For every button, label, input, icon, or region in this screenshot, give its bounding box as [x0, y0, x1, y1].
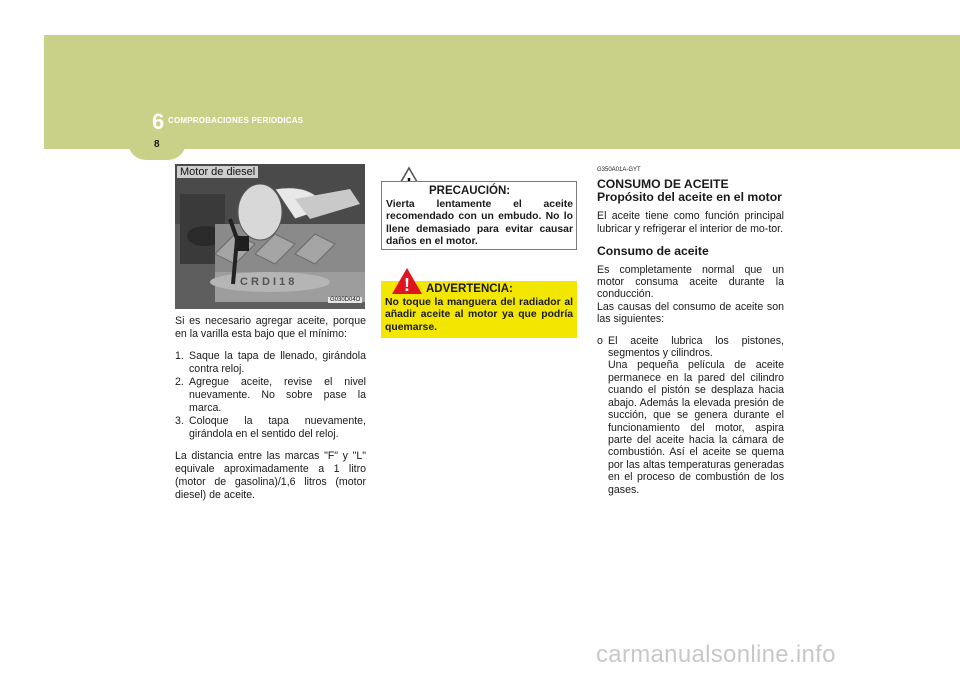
chapter-number: 6 — [152, 109, 165, 134]
list-item — [597, 335, 784, 496]
page-number: 8 — [154, 139, 160, 150]
caution-body: Vierta lentamente el aceite recomendado con un embudo. No lo llene demasiado para evitar causar daños en el motor. — [386, 199, 573, 248]
consumption-text-1: Es completamente normal que un motor consuma aceite durante la conducción. — [597, 263, 784, 301]
intro-text: Si es necesario agregar aceite, porque en la varilla esta bajo que el mínimo: — [175, 315, 366, 340]
purpose-text: El aceite tiene como función principal lubricar y refrigerar el interior de mo-tor. — [597, 210, 784, 235]
step-number: 1. — [175, 350, 184, 362]
column-right — [597, 164, 784, 496]
caution-title: PRECAUCIÓN: — [429, 185, 511, 197]
step-number: 3. — [175, 415, 184, 427]
section-title: CONSUMO DE ACEITE — [597, 177, 729, 192]
step-number: 2. — [175, 376, 184, 388]
consumption-heading: Consumo de aceite — [597, 244, 709, 259]
bullet-marker: o — [597, 334, 603, 347]
list-item — [175, 350, 366, 376]
caution-box — [381, 181, 577, 250]
section-code: G350A01A-GYT — [597, 167, 641, 173]
svg-text:C R D I 1 8: C R D I 1 8 — [240, 276, 295, 288]
warning-body: No toque la manguera del radiador al añadir aceite al motor ya que podría quemarse. — [385, 297, 573, 333]
bullet-line-2: Una pequeña película de aceite permanece en la pared del cilindro cuando el pistón se desplaza hacia abajo. Además la elevada presión de succión, que se genera durante el funcionamiento del motor, aspira parte del aceite hacia la cámara de combustión. Así el aceite se quema por las altas temperaturas generadas en el proceso de combustión de los gases. — [608, 359, 784, 496]
warning-title: ADVERTENCIA: — [426, 283, 513, 295]
steps-list — [175, 350, 366, 441]
closing-text: La distancia entre las marcas "F" y "L" equivale aproximadamente a 1 litro (motor de gasolina)/1,6 litros (motor diesel) de aceite. — [175, 450, 366, 501]
photo-code: G030D04O — [330, 297, 361, 303]
section-subtitle: Propósito del aceite en el motor — [597, 190, 782, 205]
engine-photo — [175, 164, 365, 309]
column-left — [175, 315, 366, 511]
list-item — [175, 376, 366, 415]
step-text: Coloque la tapa nuevamente, girándola en el sentido del reloj. — [189, 415, 366, 440]
warning-triangle-icon — [390, 266, 424, 301]
step-text: Agregue aceite, revise el nivel nuevamente. No sobre pase la marca. — [189, 376, 366, 414]
bullet-line-1: El aceite lubrica los pistones, segmentos y cilindros. — [608, 334, 784, 360]
watermark: carmanualsonline.info — [596, 641, 836, 668]
consumption-text-2: Las causas del consumo de aceite son las siguientes: — [597, 300, 784, 326]
photo-label: Motor de diesel — [177, 166, 258, 178]
engine-illustration — [175, 164, 365, 309]
chapter-title: COMPROBACIONES PERIODICAS — [168, 116, 304, 125]
svg-text:!: ! — [404, 275, 410, 295]
step-text: Saque la tapa de llenado, girándola contra reloj. — [189, 350, 366, 375]
list-item — [175, 415, 366, 441]
